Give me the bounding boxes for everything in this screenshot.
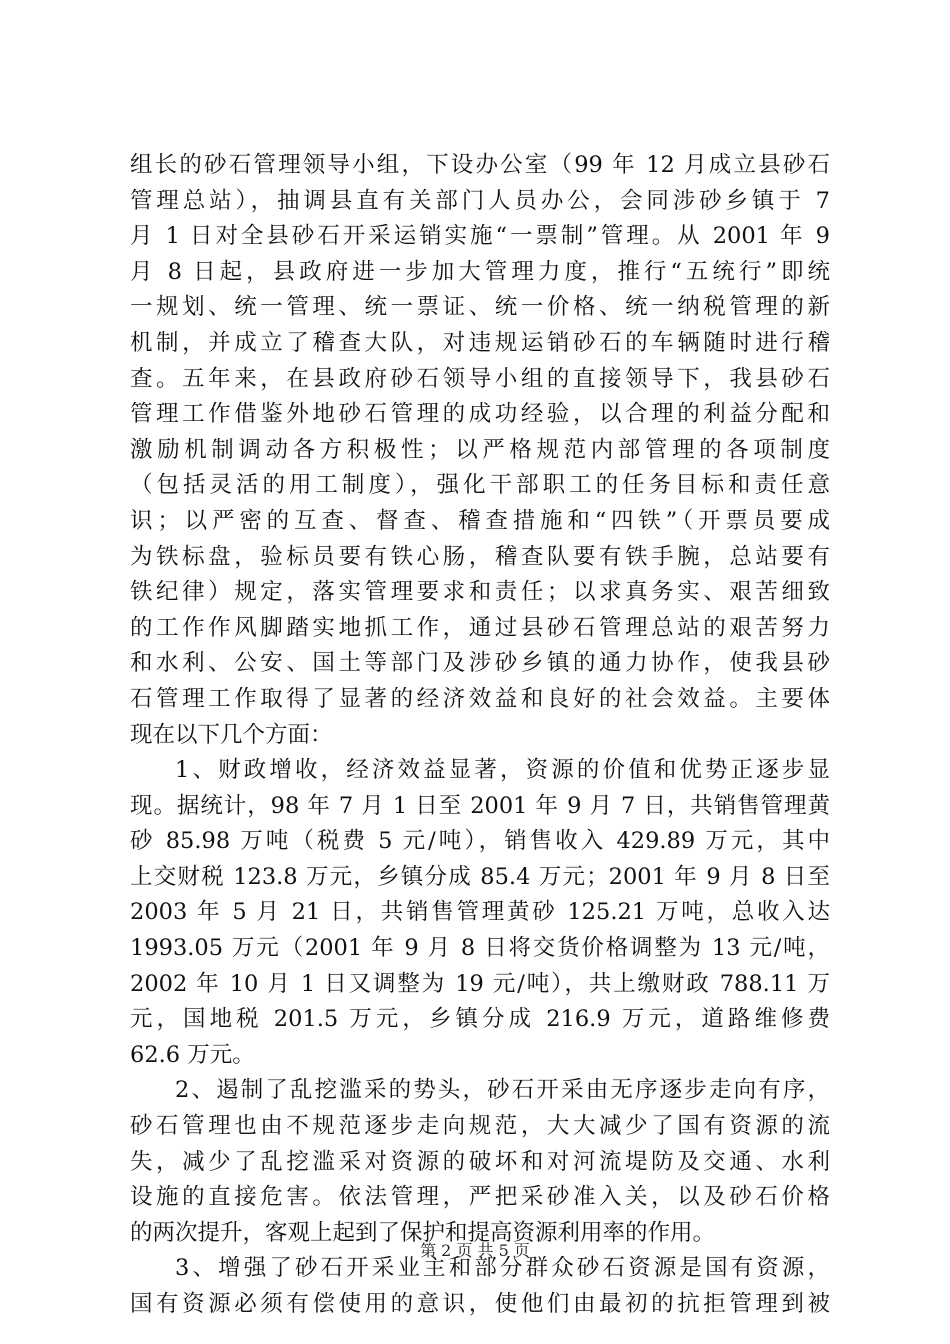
- text-line: 的工作作风脚踏实地抓工作，通过县砂石管理总站的艰苦努力: [130, 614, 830, 641]
- text-line: 查。五年来，在县政府砂石领导小组的直接领导下，我县砂石: [130, 365, 830, 392]
- text-line: 为铁标盘，验标员要有铁心肠，稽查队要有铁手腕，总站要有: [130, 543, 830, 570]
- text-line: 石管理工作取得了显著的经济效益和良好的社会效益。主要体: [130, 685, 830, 712]
- document-body: [130, 148, 830, 1323]
- text-line: 2002 年 10 月 1 日又调整为 19 元/吨），共上缴财政 788.11 万: [130, 970, 830, 997]
- text-line: 砂石管理也由不规范逐步走向规范，大大减少了国有资源的流: [130, 1113, 830, 1140]
- text-line: （包括灵活的用工制度），强化干部职工的任务目标和责任意: [130, 472, 830, 499]
- text-line: 管理总站），抽调县直有关部门人员办公，会同涉砂乡镇于 7: [130, 187, 830, 214]
- text-line: 铁纪律）规定，落实管理要求和责任；以求真务实、艰苦细致: [130, 579, 830, 606]
- text-line: 上交财税 123.8 万元，乡镇分成 85.4 万元；2001 年 9 月 8 日至: [130, 863, 830, 890]
- text-line: 现在以下几个方面：: [130, 721, 333, 748]
- text-line: 砂 85.98 万吨（税费 5 元/吨），销售收入 429.89 万元，其中: [130, 828, 830, 855]
- text-line: 国有资源必须有偿使用的意识，使他们由最初的抗拒管理到被: [130, 1291, 830, 1317]
- page-footer: 第 2 页 共 5 页: [420, 1241, 530, 1260]
- text-line: 月 8 日起，县政府进一步加大管理力度，推行“五统行”即统: [130, 258, 830, 285]
- text-line: 的两次提升，客观上起到了保护和提高资源利用率的作用。: [130, 1219, 716, 1246]
- text-line: 失，减少了乱挖滥采对资源的破坏和对河流堤防及交通、水利: [130, 1148, 830, 1175]
- text-line: 机制，并成立了稽查大队，对违规运销砂石的车辆随时进行稽: [130, 329, 830, 356]
- text-line: 和水利、公安、国土等部门及涉砂乡镇的通力协作，使我县砂: [130, 650, 830, 677]
- text-line: 现。据统计，98 年 7 月 1 日至 2001 年 9 月 7 日，共销售管理黄: [130, 792, 830, 819]
- text-line: 一规划、统一管理、统一票证、统一价格、统一纳税管理的新: [130, 294, 830, 321]
- text-line: 2003 年 5 月 21 日，共销售管理黄砂 125.21 万吨，总收入达: [130, 899, 830, 926]
- text-line: 1993.05 万元（2001 年 9 月 8 日将交货价格调整为 13 元/吨，: [130, 935, 830, 962]
- text-line: 设施的直接危害。依法管理，严把采砂准入关，以及砂石价格: [130, 1184, 830, 1211]
- text-line: 62.6 万元。: [130, 1041, 255, 1068]
- text-line: 元，国地税 201.5 万元，乡镇分成 216.9 万元，道路维修费: [130, 1006, 830, 1033]
- text-line: 管理工作借鉴外地砂石管理的成功经验，以合理的利益分配和: [130, 401, 830, 428]
- text-line: 组长的砂石管理领导小组，下设办公室（99 年 12 月成立县砂石: [130, 152, 830, 178]
- text-line: 2、遏制了乱挖滥采的势头，砂石开采由无序逐步走向有序，: [175, 1077, 830, 1104]
- text-line: 识；以严密的互查、督查、稽查措施和“四铁”（开票员要成: [130, 507, 830, 534]
- text-line: 3、增强了砂石开采业主和部分群众砂石资源是国有资源，: [175, 1255, 830, 1282]
- text-line: 1、财政增收，经济效益显著，资源的价值和优势正逐步显: [175, 757, 830, 784]
- text-line: 月 1 日对全县砂石开采运销实施“一票制”管理。从 2001 年 9: [130, 223, 830, 250]
- text-line: 激励机制调动各方积极性；以严格规范内部管理的各项制度: [130, 436, 830, 463]
